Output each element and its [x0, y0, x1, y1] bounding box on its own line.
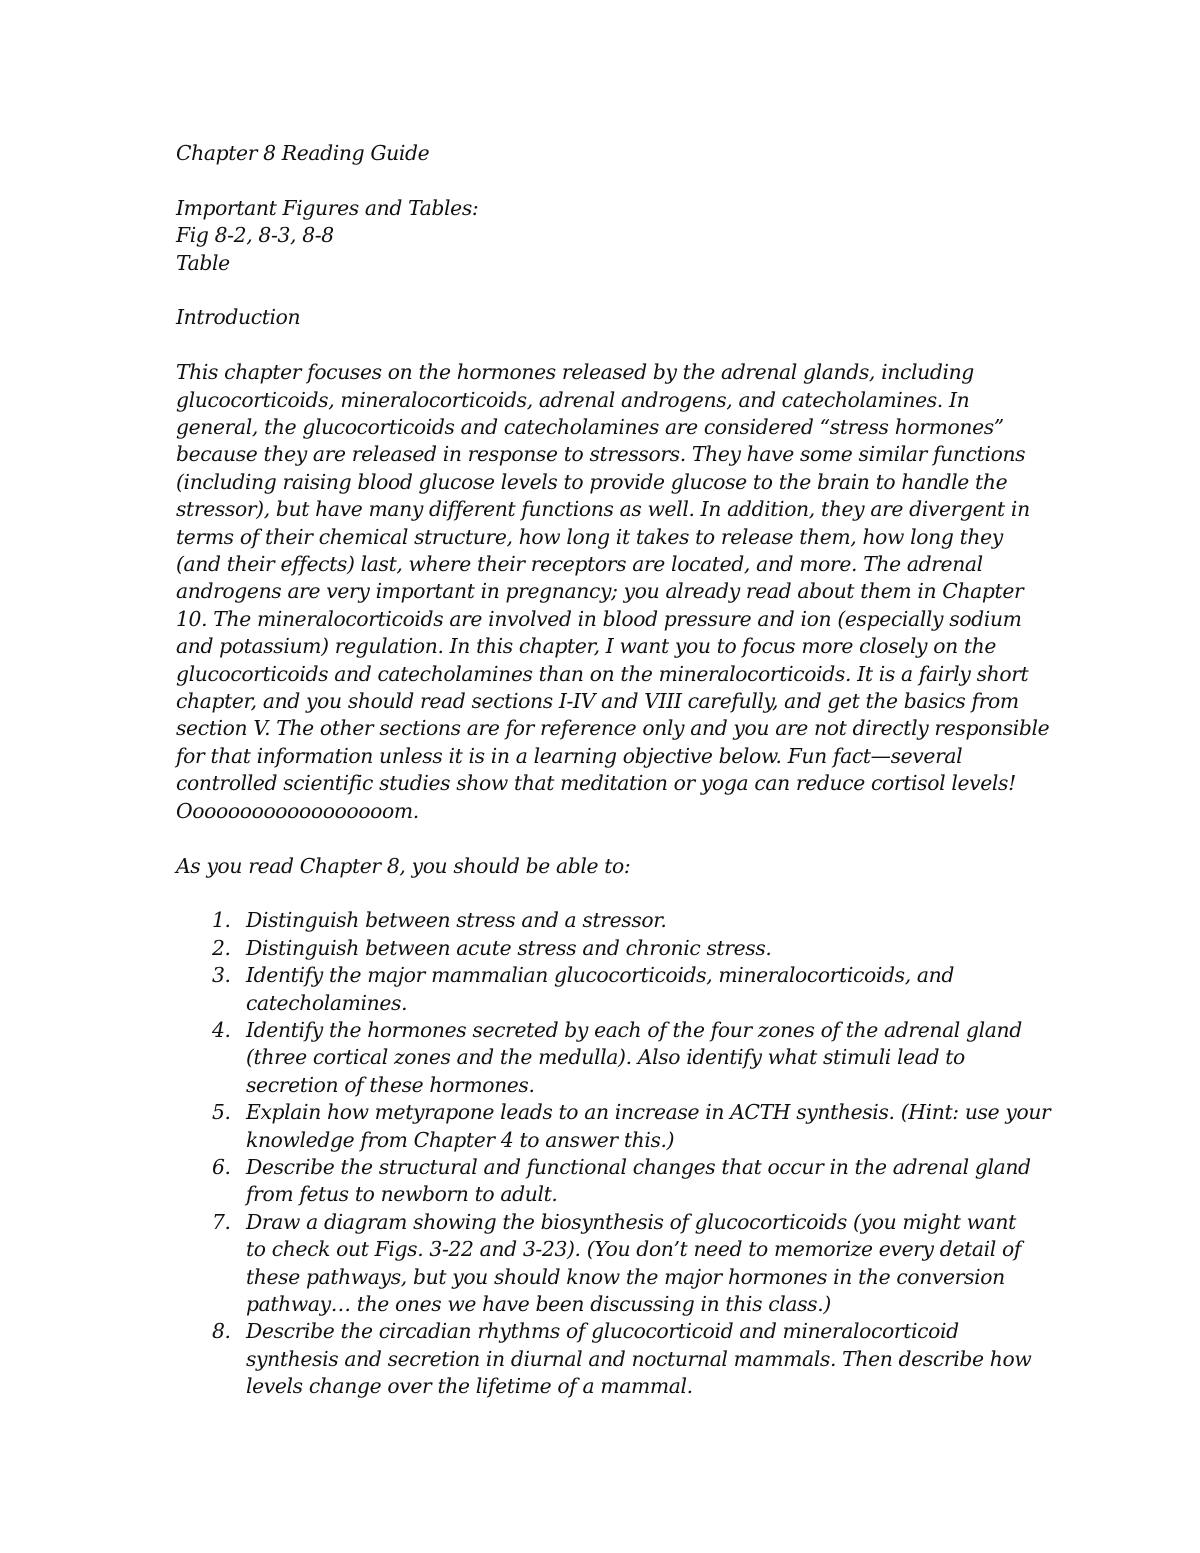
- list-item-line: secretion of these hormones.: [246, 1072, 535, 1097]
- list-number: 6.: [212, 1154, 231, 1179]
- introduction-paragraph: [176, 359, 1050, 825]
- document-page: [176, 140, 1051, 1401]
- list-item-line: Draw a diagram showing the biosynthesis of glucocorticoids (you might want: [246, 1209, 1016, 1234]
- list-item: [176, 1209, 1036, 1319]
- list-number: 8.: [212, 1319, 231, 1344]
- list-item-line: levels change over the lifetime of a mammal.: [246, 1374, 693, 1399]
- paragraph-line: glucocorticoids, mineralocorticoids, adrenal androgens, and catecholamines. In: [176, 387, 970, 412]
- spacer: [176, 167, 1036, 194]
- paragraph-line: because they are released in response to stressors. They have some similar functions: [176, 442, 1026, 467]
- list-item-line: Explain how metyrapone leads to an increase in ACTH synthesis. (Hint: use your: [246, 1100, 1051, 1125]
- paragraph-line: controlled scientific studies show that meditation or yoga can reduce cortisol levels!: [176, 771, 1016, 796]
- figures-list: Fig 8-2, 8-3, 8-8: [176, 223, 334, 248]
- list-item-line: Identify the hormones secreted by each of the four zones of the adrenal gland: [246, 1017, 1022, 1042]
- list-number: 2.: [212, 935, 231, 960]
- objectives-intro: As you read Chapter 8, you should be able to:: [176, 853, 631, 878]
- list-number: 4.: [212, 1017, 231, 1042]
- list-number: 5.: [212, 1100, 231, 1125]
- paragraph-line: and potassium) regulation. In this chapter, I want you to focus more closely on the: [176, 634, 997, 659]
- list-item-line: (three cortical zones and the medulla). Also identify what stimuli lead to: [246, 1045, 965, 1070]
- list-item-line: pathway… the ones we have been discussing in this class.): [246, 1291, 831, 1316]
- spacer: [176, 277, 1036, 304]
- list-item: [176, 1017, 1036, 1099]
- list-item-line: Describe the structural and functional changes that occur in the adrenal gland: [246, 1154, 1031, 1179]
- paragraph-line: Oooooooooooooooooom.: [176, 798, 419, 823]
- list-item: [176, 935, 1036, 962]
- list-item-line: Describe the circadian rhythms of glucocorticoid and mineralocorticoid: [246, 1319, 959, 1344]
- paragraph-line: for that information unless it is in a learning objective below. Fun fact—several: [176, 743, 963, 768]
- list-item-line: Distinguish between stress and a stressor.: [246, 908, 667, 933]
- list-item-line: Identify the major mammalian glucocorticoids, mineralocorticoids, and: [246, 963, 955, 988]
- figures-heading: Important Figures and Tables:: [176, 195, 479, 220]
- objectives-list: [176, 907, 1051, 1400]
- list-item: [176, 1318, 1036, 1400]
- paragraph-line: 10. The mineralocorticoids are involved in blood pressure and ion (especially sodium: [176, 606, 1022, 631]
- list-item-line: catecholamines.: [246, 990, 408, 1015]
- list-item: [176, 1099, 1051, 1154]
- spacer: [176, 880, 1036, 907]
- paragraph-line: androgens are very important in pregnancy; you already read about them in Chapter: [176, 579, 1024, 604]
- paragraph-line: chapter, and you should read sections I-IV and VIII carefully, and get the basics from: [176, 689, 1019, 714]
- list-item-line: synthesis and secretion in diurnal and nocturnal mammals. Then describe how: [246, 1346, 1032, 1371]
- tables-label: Table: [176, 250, 230, 275]
- paragraph-line: stressor), but have many different functions as well. In addition, they are divergent in: [176, 497, 1030, 522]
- list-item-line: from fetus to newborn to adult.: [246, 1182, 558, 1207]
- paragraph-line: glucocorticoids and catecholamines than on the mineralocorticoids. It is a fairly short: [176, 661, 1029, 686]
- list-number: 3.: [212, 963, 231, 988]
- list-item-line: Distinguish between acute stress and chronic stress.: [246, 935, 772, 960]
- spacer: [176, 825, 1036, 852]
- document-title: Chapter 8 Reading Guide: [176, 141, 430, 165]
- list-number: 1.: [212, 908, 231, 933]
- list-item-line: these pathways, but you should know the major hormones in the conversion: [246, 1264, 1005, 1289]
- paragraph-line: This chapter focuses on the hormones released by the adrenal glands, including: [176, 360, 974, 385]
- list-item: [176, 1154, 1036, 1209]
- list-item: [176, 907, 1036, 934]
- paragraph-line: (and their effects) last, where their receptors are located, and more. The adrenal: [176, 552, 983, 577]
- list-number: 7.: [212, 1209, 231, 1234]
- list-item: [176, 962, 1036, 1017]
- list-item-line: knowledge from Chapter 4 to answer this.): [246, 1127, 675, 1152]
- introduction-heading: Introduction: [176, 305, 301, 330]
- paragraph-line: general, the glucocorticoids and catecholamines are considered “stress hormones”: [176, 415, 1004, 440]
- list-item-line: to check out Figs. 3-22 and 3-23). (You don’t need to memorize every detail of: [246, 1237, 1021, 1262]
- paragraph-line: terms of their chemical structure, how long it takes to release them, how long they: [176, 524, 1003, 549]
- spacer: [176, 332, 1036, 359]
- paragraph-line: section V. The other sections are for reference only and you are not directly responsible: [176, 716, 1050, 741]
- paragraph-line: (including raising blood glucose levels to provide glucose to the brain to handle the: [176, 469, 1008, 494]
